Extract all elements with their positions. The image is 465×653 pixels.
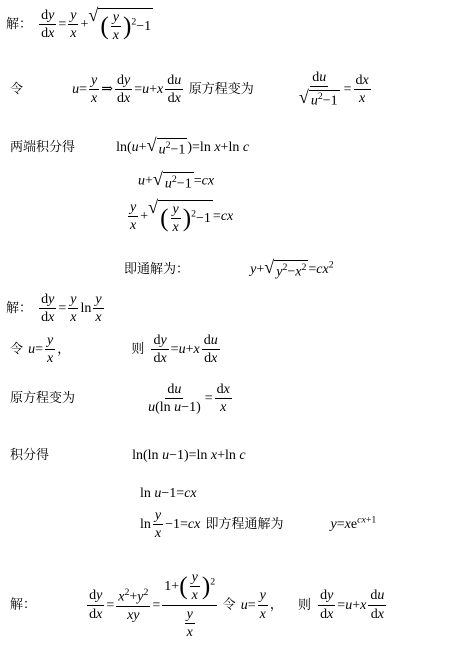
sol2-comma: ，	[57, 342, 71, 358]
sol2-label: 解：	[6, 301, 33, 317]
sol1-eq5: $\frac{y}{x}$ + √ ( $\frac{y}{x}$ ) $^2$−1 =cx	[130, 197, 234, 236]
sol3-ling: 令	[222, 597, 236, 613]
sol1-label: 解：	[6, 17, 33, 33]
sol2-ze: 则	[131, 342, 145, 358]
sol2-eq5: ln u−1=cx	[140, 486, 197, 501]
sol1-ling: 令	[10, 81, 24, 97]
sol2-integrate: 积分得	[10, 448, 50, 463]
sol1-eq2: 令 u= $\frac{y}{x}$ ⇒ $\frac{dy}{dx}$ =u+x $\frac{du}{dx}$ 原方程变为 du √ $u^2-1$ = $\frac{dx}{x}$	[10, 70, 369, 110]
sol1-general: 即通解为：	[124, 262, 190, 277]
sol2-general: 即方程通解为	[205, 517, 284, 533]
sol2-eq4: 积分得 ln(ln u−1)=ln x+ln c	[10, 448, 246, 463]
sol1-eq3: 两端积分得 ln(u+ √ $u^2-1$ )=ln x+ln c	[10, 135, 250, 159]
sol2-change: 原方程变为	[10, 391, 76, 407]
sol3-label: 解：	[10, 597, 37, 613]
sol2-eq1: 解： $\frac{dy}{dx}$ = $\frac{y}{x}$ ln $\frac{y}{x}$	[6, 292, 102, 326]
sol3-comma: ，	[269, 597, 283, 613]
sol3-ze: 则	[297, 597, 311, 613]
sol1-ode: $\frac{dy}{dx}$ = $\frac{y}{x}$ + √ ( $\frac{y}{x}$ ) $^2$−1	[41, 5, 152, 44]
sol1-integrate: 两端积分得	[10, 140, 76, 155]
sol1-eq1	[6, 6, 153, 44]
sol1-eq4: u+ √ $u^2-1$ =cx	[138, 169, 215, 192]
sol1-eq6: 即通解为： y+ √ $y^2-x^2$ $=cx^2$	[124, 257, 334, 281]
sol2-eq3: 原方程变为 $\frac{du}{\text{u(ln u−1)}}$ = $\frac{dx}{x}$	[10, 382, 230, 416]
sol3-eq1: 解： $\frac{dy}{dx}$ = $\frac{x^2+y^2}{xy}$ = 1+ ( $\frac{y}{x}$ ) $^2$ $\frac{y}{x}$ 令 u= $\frac{y}{x}$ ， 则 $\frac{dy}{dx}$ =u+x $\frac{du}{dx}$	[10, 570, 385, 641]
sol2-eq6: ln $\frac{y}{x}$ −1=cx 即方程通解为 $y=xe^{cx+1}$	[140, 508, 377, 542]
sol2-ling: 令	[10, 342, 24, 358]
sol1-change: 原方程变为	[188, 81, 254, 97]
sol2-eq2: 令 u= $\frac{y}{x}$ ， 则 $\frac{dy}{dx}$ =u+x $\frac{du}{dx}$	[10, 333, 218, 367]
